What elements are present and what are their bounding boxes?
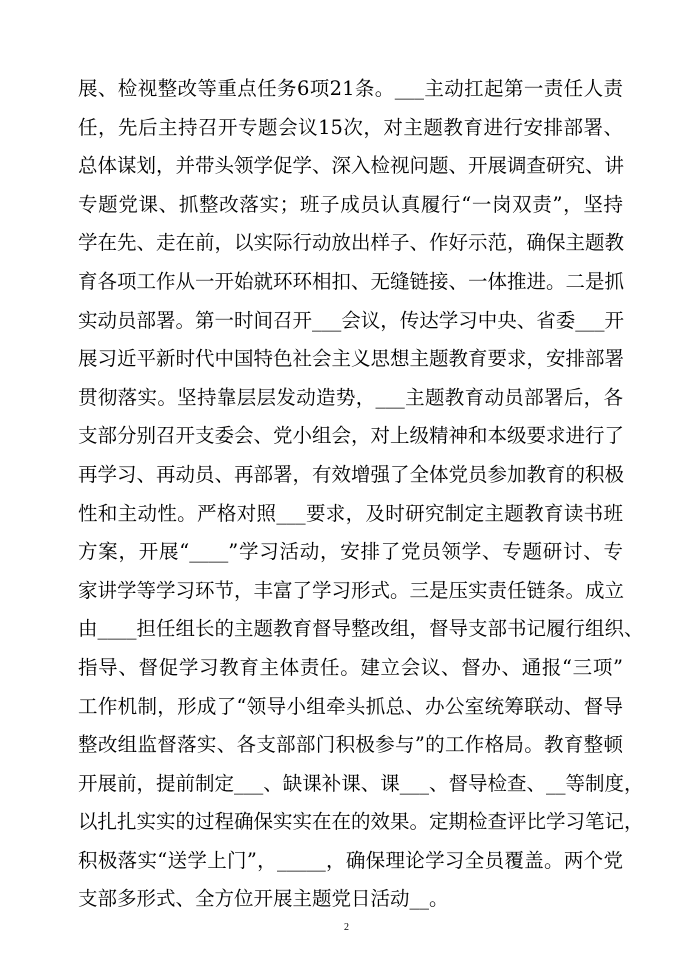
text-line: 由____担任组长的主题教育督导整改组，督导支部书记履行组织、 bbox=[78, 617, 644, 641]
text-line: 专题党课、抓整改落实；班子成员认真履行“一岗双责”，坚持 bbox=[78, 192, 623, 216]
body-text bbox=[78, 70, 644, 919]
text-line: 任，先后主持召开专题会议15次，对主题教育进行安排部署、 bbox=[78, 115, 623, 139]
text-line: 总体谋划，并带头领学促学、深入检视问题、开展调查研究、讲 bbox=[78, 154, 625, 178]
text-line: 指导、督促学习教育主体责任。建立会议、督办、通报“三项” bbox=[78, 655, 623, 679]
text-line: 实动员部署。第一时间召开___会议，传达学习中央、省委___开 bbox=[78, 308, 625, 332]
text-line: 育各项工作从一开始就环环相扣、无缝链接、一体推进。二是抓 bbox=[78, 269, 625, 293]
text-line: 贯彻落实。坚持靠层层发动造势，___主题教育动员部署后，各 bbox=[78, 385, 623, 409]
text-line: 再学习、再动员、再部署，有效增强了全体党员参加教育的积极 bbox=[78, 462, 625, 486]
text-line: 支部分别召开支委会、党小组会，对上级精神和本级要求进行了 bbox=[78, 424, 625, 448]
text-line: 积极落实“送学上门”，_____，确保理论学习全员覆盖。两个党 bbox=[78, 848, 623, 872]
text-line: 学在先、走在前，以实际行动放出样子、作好示范，确保主题教 bbox=[78, 231, 625, 255]
text-line: 展习近平新时代中国特色社会主义思想主题教育要求，安排部署 bbox=[78, 347, 625, 371]
text-line: 展、检视整改等重点任务6项21条。___主动扛起第一责任人责 bbox=[78, 77, 623, 100]
text-line: 家讲学等学习环节，丰富了学习形式。三是压实责任链条。成立 bbox=[78, 578, 625, 602]
text-line: 整改组监督落实、各支部部门积极参与”的工作格局。教育整顿 bbox=[78, 733, 623, 757]
text-line: 以扎扎实实的过程确保实实在在的效果。定期检查评比学习笔记， bbox=[78, 810, 644, 834]
text-line: 方案，开展“____”学习活动，安排了党员领学、专题研讨、专 bbox=[78, 540, 623, 564]
page-number: 2 bbox=[344, 922, 349, 933]
text-line: 工作机制，形成了“领导小组牵头抓总、办公室统筹联动、督导 bbox=[78, 694, 623, 718]
text-line: 性和主动性。严格对照___要求，及时研究制定主题教育读书班 bbox=[78, 501, 623, 525]
text-line: 开展前，提前制定___、缺课补课、课___、督导检查、__等制度， bbox=[78, 771, 644, 795]
text-line: 支部多形式、全方位开展主题党日活动__。 bbox=[78, 887, 449, 911]
